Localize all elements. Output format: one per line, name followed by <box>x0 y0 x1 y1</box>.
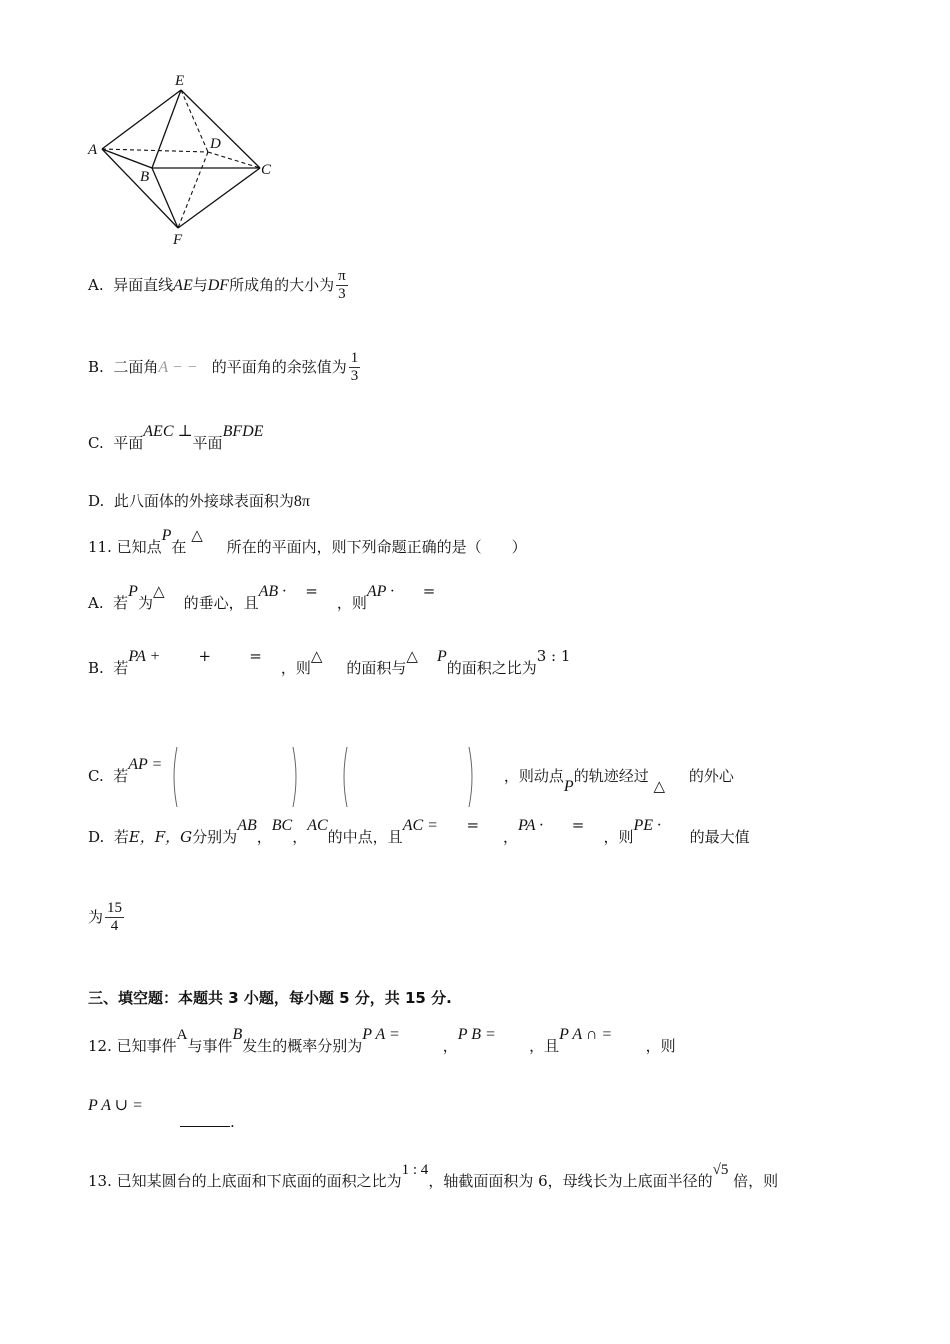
q10-option-c: C. 平面AEC ⊥平面BFDE <box>88 423 264 452</box>
q11-option-b: B. 若PA + + = ，则△ 的面积与△ P的面积之比为3 : 1 <box>88 647 571 677</box>
vertex-B-label: B <box>140 169 150 185</box>
vertex-A-label: A <box>88 142 98 158</box>
answer-blank[interactable] <box>180 1112 230 1127</box>
vertex-D-label: D <box>210 136 221 152</box>
edge-EA <box>102 90 181 149</box>
bracket-expression <box>169 742 499 812</box>
q11-stem: 11. 已知点P在 △ 所在的平面内，则下列命题正确的是（ ） <box>88 526 527 556</box>
fraction: $\frac{\pi}{3}$ <box>338 268 346 303</box>
edge-AF <box>102 149 178 228</box>
edge-EB <box>152 90 181 168</box>
q10-option-a: A. 异面直线AE与DF所成角的大小为 $\frac{\pi}{3}$ <box>88 268 346 303</box>
octahedron-figure <box>80 60 290 250</box>
edge-AD <box>102 149 208 152</box>
left-paren-1 <box>174 747 177 807</box>
q11-option-a: A. 若P为△ 的垂心，且AB · = ，则AP · = <box>88 582 436 612</box>
vertex-E-label: E <box>175 73 185 89</box>
q12-blank[interactable]: . <box>180 1112 235 1131</box>
vertex-F-label: F <box>173 232 183 248</box>
edge-ED <box>181 90 208 152</box>
left-paren-2 <box>344 747 347 807</box>
right-paren-1 <box>293 747 296 807</box>
q10-option-b: B. 二面角A − − 的平面角的余弦值为 $\frac{1}{3}$ <box>88 350 359 385</box>
q12-stem: 12. 已知事件A与事件B发生的概率分别为P A = ，P B = ，且P A ∩ = ，则 <box>88 1026 676 1055</box>
fraction: $\frac{15}{4}$ <box>107 900 123 935</box>
right-paren-2 <box>469 747 472 807</box>
edge-BF <box>152 168 178 228</box>
q11-option-d: D. 若E，F，G分别为AB，BC，AC的中点，且AC = = ，PA · = ，则PE · 的最大值 <box>88 816 750 846</box>
section-heading: 三、填空题：本题共 3 小题，每小题 5 分，共 15 分. <box>88 989 452 1007</box>
q12-answer-line: P A ∪ = <box>88 1097 143 1114</box>
edge-AB <box>102 149 152 168</box>
q11-option-c: C. 若AP = ，则动点P的轨迹经过 △ 的外心 <box>88 742 734 812</box>
fraction: $\frac{1}{3}$ <box>350 350 359 385</box>
vertex-C-label: C <box>261 162 272 178</box>
edge-EC <box>181 90 260 168</box>
q11-option-d-continued: 为 $\frac{15}{4}$ <box>88 900 123 935</box>
q13-stem: 13. 已知某圆台的上底面和下底面的面积之比为1 : 4，轴截面面积为 6，母线长为上底面半径的√5 倍，则 <box>88 1162 779 1190</box>
q10-option-d: D. 此八面体的外接球表面积为8π <box>88 492 310 510</box>
